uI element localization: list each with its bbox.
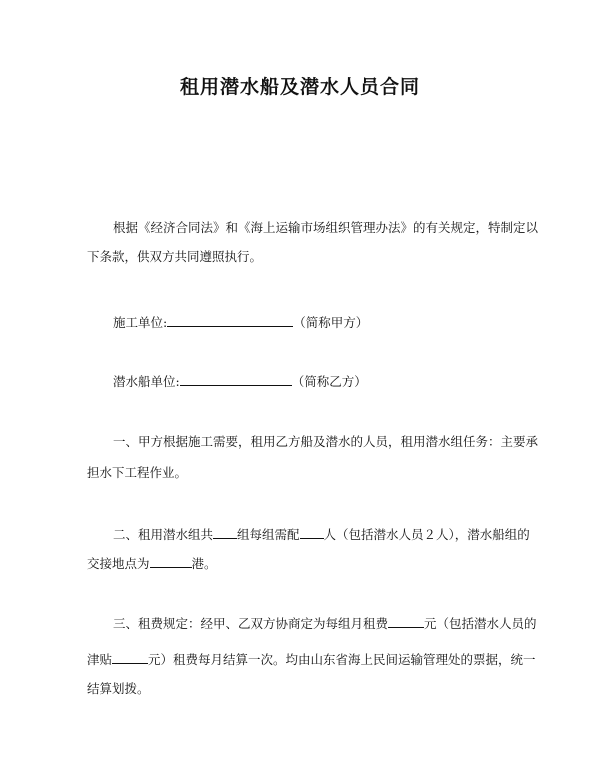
- party-b-row: [113, 372, 367, 390]
- allowance-blank[interactable]: [112, 650, 148, 664]
- clause-3-line-3: 结算划拨。: [87, 681, 150, 696]
- clause-2-text-a: 二、租用潜水组共: [113, 527, 214, 542]
- clause-2-text-d: 交接地点为: [87, 556, 150, 571]
- clause-2-text-e: 港。: [191, 556, 217, 571]
- clause-3-text-b: 元（包括潜水人员的: [424, 616, 537, 631]
- clause-1-line-1: 一、甲方根据施工需要，租用乙方船及潜水的人员，租用潜水组任务：主要承: [113, 434, 539, 449]
- clause-2-text-c: 人（包括潜水人员２人），潜水船组的: [323, 527, 530, 542]
- clause-1-line-2: 担水下工程作业。: [87, 465, 188, 480]
- party-a-note: （简称甲方）: [293, 315, 369, 330]
- clause-3-text-d: 元）租费每月结算一次。均由山东省海上民间运输管理处的票据，统一: [148, 652, 536, 667]
- intro-line-1: 根据《经济合同法》和《海上运输市场组织管理办法》的有关规定，特制定以: [113, 220, 539, 235]
- clause-2-line-1: [113, 525, 530, 543]
- clause-3-text-a: 三、租费规定：经甲、乙双方协商定为每组月租费: [113, 616, 389, 631]
- clause-2-text-b: 组每组需配: [237, 527, 300, 542]
- group-count-blank[interactable]: [213, 525, 237, 539]
- handover-port-blank[interactable]: [150, 554, 192, 568]
- clause-3-text-c: 津贴: [87, 652, 113, 667]
- party-a-blank[interactable]: [167, 313, 293, 327]
- people-per-group-blank[interactable]: [300, 525, 324, 539]
- intro-line-2: 下条款，供双方共同遵照执行。: [87, 249, 263, 264]
- monthly-fee-blank[interactable]: [388, 614, 424, 628]
- party-a-row: [113, 313, 368, 331]
- clause-3-line-1: [113, 614, 537, 632]
- party-b-label: 潜水船单位:: [113, 374, 180, 389]
- document-title: 租用潜水船及潜水人员合同: [179, 76, 420, 98]
- party-a-label: 施工单位:: [113, 315, 168, 330]
- clause-2-line-2: [87, 554, 217, 572]
- party-b-note: （简称乙方）: [291, 374, 367, 389]
- party-b-blank[interactable]: [180, 372, 292, 386]
- clause-3-line-2: [87, 650, 536, 668]
